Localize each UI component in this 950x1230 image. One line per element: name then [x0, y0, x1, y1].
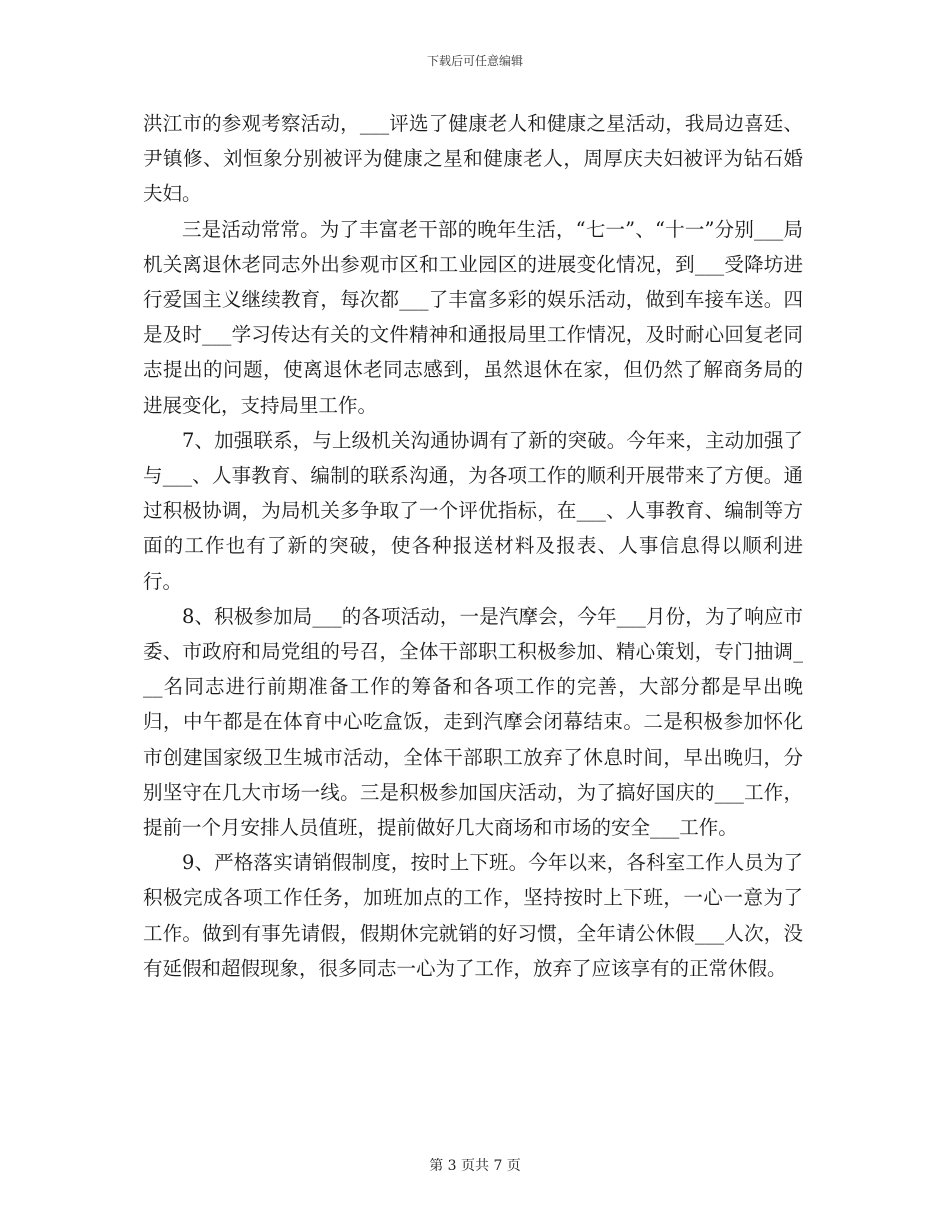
paragraph-3: 7、加强联系，与上级机关沟通协调有了新的突破。今年来，主动加强了与___、人事教育、编制的联系沟通，为各项工作的顺利开展带来了方便。通过积极协调，为局机关多争取了一个评优指标，在___、人事教育、编制等方面的工作也有了新的突破，使各种报送材料及报表、人事信息得以顺利进行。	[143, 428, 803, 593]
page-header: 下载后可任意编辑	[426, 54, 523, 68]
paragraph-4: 8、积极参加局___的各项活动，一是汽摩会，今年___月份，为了响应市委、市政府和局党组的号召，全体干部职工积极参加、精心策划，专门抽调___名同志进行前期准备工作的筹备和各项工作的完善，大部分都是早出晚归，中午都是在体育中心吃盒饭，走到汽摩会闭幕结束。二是积极参加怀化市创建国家级卫生城市活动，全体干部职工放弃了休息时间，早出晚归，分别坚守在几大市场一线。三是积极参加国庆活动，为了搞好国庆的___工作，提前一个月安排人员值班，提前做好几大商场和市场的安全___工作。	[143, 604, 803, 840]
paragraph-1: 洪江市的参观考察活动，___评选了健康老人和健康之星活动，我局边喜廷、尹镇修、刘恒象分别被评为健康之星和健康老人，周厚庆夫妇被评为钻石婚夫妇。	[143, 112, 803, 206]
paragraph-2: 三是活动常常。为了丰富老干部的晚年生活，“七一”、“十一”分别___局机关离退休老同志外出参观市区和工业园区的进展变化情况，到___受降坊进行爱国主义继续教育，每次都___了丰富多彩的娱乐活动，做到车接车送。四是及时___学习传达有关的文件精神和通报局里工作情况，及时耐心回复老同志提出的问题，使离退休老同志感到，虽然退休在家，但仍然了解商务局的进展变化，支持局里工作。	[143, 217, 803, 417]
document-body	[143, 106, 803, 986]
page-number: 第 3 页共 7 页	[429, 1158, 521, 1174]
paragraph-5: 9、严格落实请销假制度，按时上下班。今年以来，各科室工作人员为了积极完成各项工作任务，加班加点的工作，坚持按时上下班，一心一意为了工作。做到有事先请假，假期休完就销的好习惯，全年请公休假___人次，没有延假和超假现象，很多同志一心为了工作，放弃了应该享有的正常休假。	[143, 851, 803, 980]
